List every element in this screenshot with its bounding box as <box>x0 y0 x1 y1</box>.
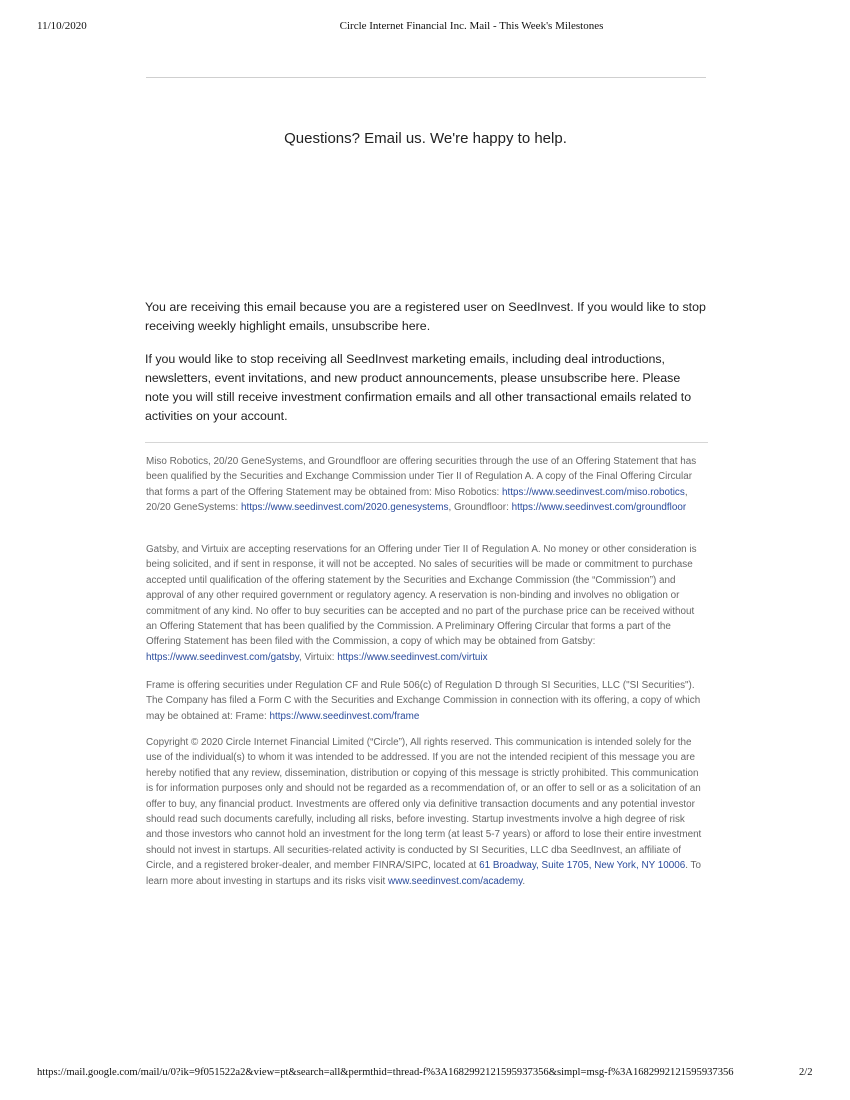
disclosure-text: Gatsby, and Virtuix are accepting reservations for an Offering under Tier II of Regulation A. No money or other consideration is being solicited, and if sent in response, it will not be accepted. No sales of securities will be made or commitment to purchase accepted until qualification of the offering statement by the Securities and Exchange Commission (the “Commission”) and approval of any other required government or regulatory agency. A reservation is non-binding and involves no obligation or commitment of any kind. No offer to buy securities can be accepted and no part of the purchase price can be received without an Offering Statement that has been qualified by the Commission. A Preliminary Offering Circular that forms a part of the Offering Statement has been filed with the Commission, a copy of which may be obtained from Gatsby: <box>146 544 697 648</box>
reservation-disclosure <box>146 542 704 665</box>
disclosure-text: Copyright © 2020 Circle Internet Financial Limited (“Circle”), All rights reserved. This communication is intended solely for the use of the individual(s) to whom it was intended to be addressed. If you are not the intended recipient of this message you are hereby notified that any review, dissemination, distribution or copying of this message is strictly prohibited. This communication is for information purposes only and should not be regarded as a recommendation of, or an offer to sell or as a solicitation of an offer to buy, any financial product. Investments are offered only via definitive transaction documents and any potential investor should read such documents carefully, including all risks, before investing. Startup investments involve a high degree of risk and those investors who cannot hold an investment for the long term (at least 5-7 years) or afford to lose their entire investment should not invest in startups. All securities-related activity is conducted by SI Securities, LLC dba SeedInvest, an affiliate of Circle, and a registered broker-dealer, and member FINRA/SIPC, located at <box>146 737 702 872</box>
disclosure-text: Miso Robotics, 20/20 GeneSystems, and Groundfloor are offering securities through the use of an Offering Statement that has been qualified by the Securities and Exchange Commission under Tier II of Regulation A. A copy of the Final Offering Circular that forms a part of the Offering Statement may be obtained from: Miso Robotics: <box>146 456 697 498</box>
questions-line <box>0 130 850 147</box>
genesystems-link[interactable]: https://www.seedinvest.com/2020.genesystems <box>240 502 449 514</box>
email-us-link[interactable]: Email us <box>364 130 422 147</box>
print-date: 11/10/2020 <box>37 20 87 32</box>
disclosure-text: , Groundfloor: <box>448 502 512 514</box>
weekly-unsubscribe-notice <box>145 298 707 336</box>
frame-link[interactable]: https://www.seedinvest.com/frame <box>269 710 420 722</box>
print-url: https://mail.google.com/mail/u/0?ik=9f051522a2&view=pt&search=all&permthid=thread-f%3A1682992121595937356&simpl=msg-f%3A1682992121595937356 <box>37 1067 734 1078</box>
marketing-unsubscribe-notice <box>145 350 707 426</box>
address-link[interactable]: 61 Broadway, Suite 1705, New York, NY 10006 <box>479 860 686 872</box>
print-footer <box>0 1067 850 1083</box>
disclosure-text: . To learn more about investing in startups and its risks visit <box>146 860 701 887</box>
miso-robotics-link[interactable]: https://www.seedinvest.com/miso.robotics <box>502 486 685 498</box>
copyright-disclosure <box>146 735 704 889</box>
gatsby-link[interactable]: https://www.seedinvest.com/gatsby <box>146 651 299 663</box>
virtuix-link[interactable]: https://www.seedinvest.com/virtuix <box>337 651 488 663</box>
groundfloor-link[interactable]: https://www.seedinvest.com/groundfloor <box>511 502 687 514</box>
disclosure-text: , 20/20 GeneSystems: <box>146 486 688 514</box>
notice-text: If you would like to stop receiving all SeedInvest marketing emails, including deal introductions, newsletters, event invitations, and new product announcements, please <box>145 352 665 385</box>
questions-prefix: Questions? <box>284 130 365 147</box>
notice-text-end: . <box>426 319 431 333</box>
reg-a-disclosure <box>146 454 704 516</box>
academy-link[interactable]: www.seedinvest.com/academy <box>388 875 523 887</box>
disclosure-text: , Virtuix: <box>298 651 338 663</box>
print-title: Circle Internet Financial Inc. Mail - This Week's Milestones <box>339 20 604 32</box>
reg-cf-disclosure <box>146 678 704 724</box>
notice-text-end: . Please note you will still receive investment confirmation emails and all other transactional emails related to activities on your account. <box>145 371 692 423</box>
print-header <box>0 20 850 36</box>
disclosure-divider <box>145 442 708 443</box>
disclosure-text: Frame is offering securities under Regulation CF and Rule 506(c) of Regulation D through SI Securities, LLC ("SI Securities"). The Company has filed a Form C with the Securities and Exchange Commission in connection with its offering, a copy of which may be obtained at: Frame: <box>146 680 701 722</box>
questions-suffix: . We're happy to help. <box>421 130 567 147</box>
disclosure-text-end: . <box>522 875 526 887</box>
unsubscribe-all-link[interactable]: unsubscribe here <box>540 371 636 385</box>
notice-text: You are receiving this email because you are a registered user on SeedInvest. If you would like to stop receiving weekly highlight emails, <box>145 300 706 333</box>
unsubscribe-weekly-link[interactable]: unsubscribe here <box>331 319 427 333</box>
page-number: 2/2 <box>799 1067 813 1078</box>
top-divider <box>146 77 706 78</box>
